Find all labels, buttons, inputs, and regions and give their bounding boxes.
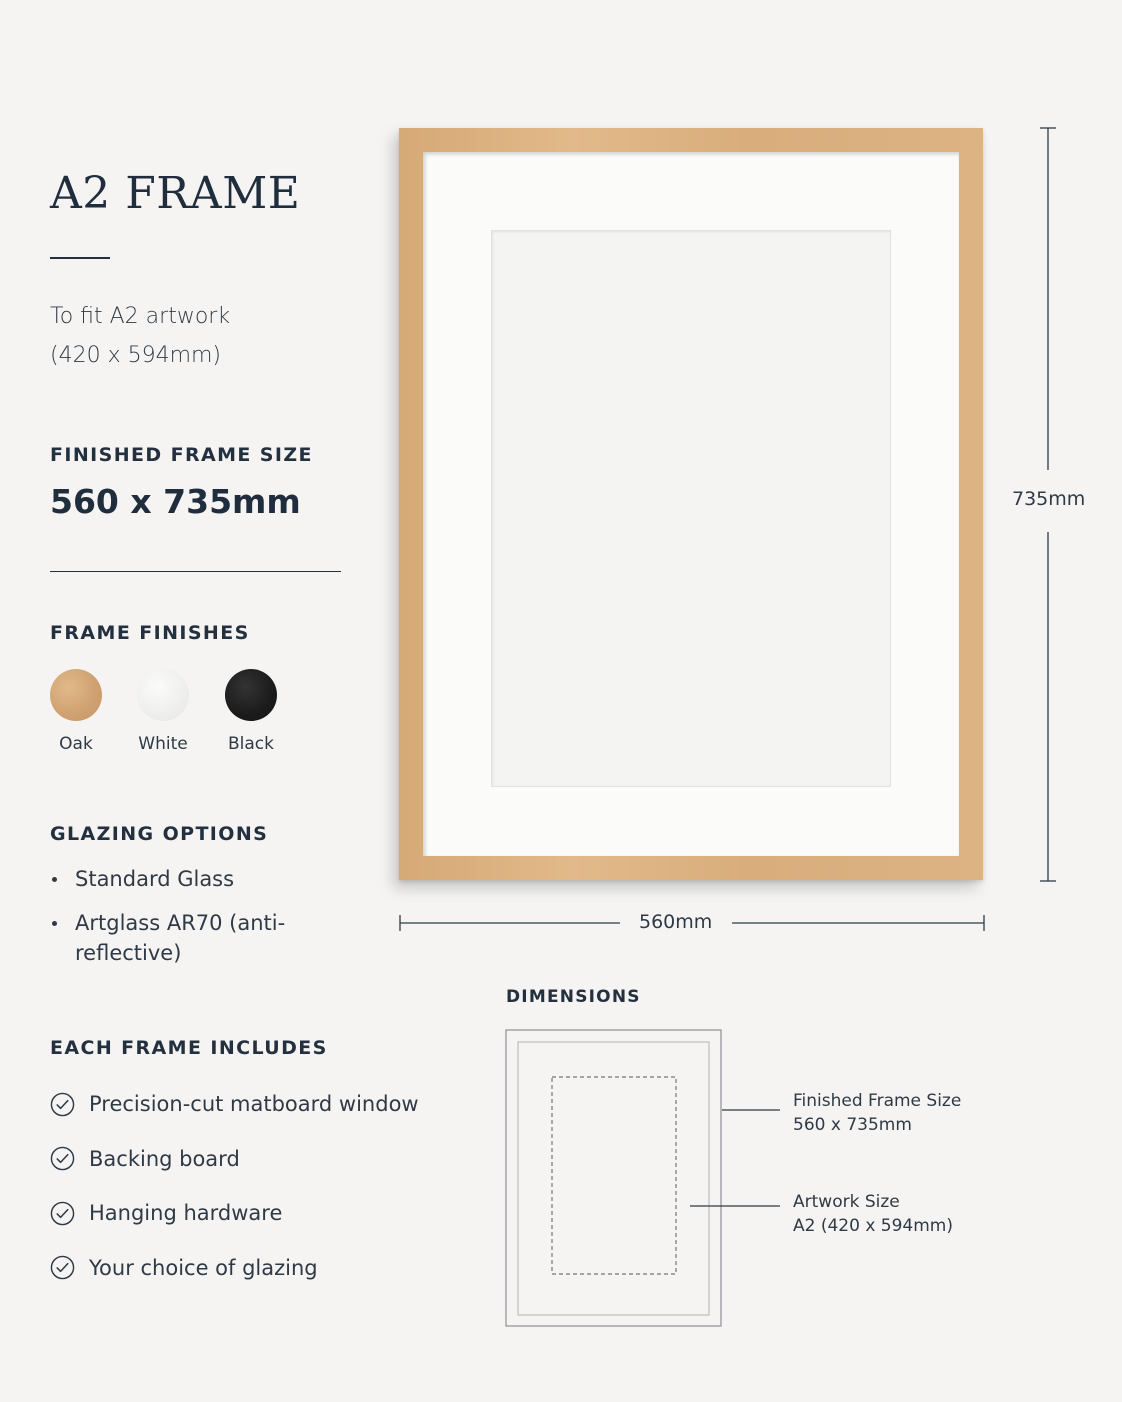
include-item	[50, 1250, 419, 1286]
swatch-white[interactable]	[137, 669, 189, 721]
check-circle-icon	[50, 1092, 75, 1117]
glazing-options-heading: GLAZING OPTIONS	[50, 823, 269, 845]
page-title: A2 FRAME	[50, 168, 301, 219]
bullet-icon	[52, 877, 57, 882]
glazing-item	[50, 864, 335, 894]
include-item	[50, 1195, 419, 1231]
section-divider	[50, 571, 341, 572]
includes-list	[50, 1086, 419, 1304]
frame-size-annotation	[793, 1089, 961, 1137]
includes-heading: EACH FRAME INCLUDES	[50, 1037, 328, 1059]
mat-window	[491, 230, 891, 787]
finished-size-heading: FINISHED FRAME SIZE	[50, 444, 313, 466]
frame-size-value: 560 x 735mm	[793, 1115, 912, 1135]
width-label: 560mm	[639, 911, 713, 933]
check-circle-icon	[50, 1255, 75, 1280]
matboard	[423, 152, 959, 856]
include-item	[50, 1141, 419, 1177]
fit-line-2: (420 x 594mm)	[50, 343, 222, 368]
dimensions-diagram	[500, 1024, 800, 1334]
height-label: 735mm	[1012, 488, 1086, 510]
check-circle-icon	[50, 1146, 75, 1171]
artwork-size-label: Artwork Size	[793, 1192, 900, 1212]
frame-image	[399, 128, 983, 880]
swatch-black[interactable]	[225, 669, 277, 721]
artwork-size-annotation	[793, 1190, 953, 1238]
title-divider	[50, 257, 110, 259]
fit-description	[50, 297, 230, 375]
glazing-item-label: Standard Glass	[75, 867, 235, 891]
dimensions-heading: DIMENSIONS	[506, 987, 641, 1007]
artwork-size-value: A2 (420 x 594mm)	[793, 1216, 953, 1236]
include-text: Hanging hardware	[89, 1201, 283, 1225]
glazing-item	[50, 908, 335, 968]
include-text: Your choice of glazing	[89, 1255, 318, 1280]
frame-size-label: Finished Frame Size	[793, 1091, 962, 1111]
glazing-item-label: Artglass AR70 (anti-reflective)	[75, 911, 286, 965]
bullet-icon	[52, 921, 57, 926]
check-circle-icon	[50, 1201, 75, 1226]
glazing-list	[50, 864, 335, 968]
include-text: Precision-cut matboard window	[89, 1092, 419, 1116]
swatch-label-white: White	[138, 734, 188, 754]
swatch-label-oak: Oak	[59, 734, 93, 754]
finished-size-value: 560 x 735mm	[50, 482, 301, 521]
frame-finishes-heading: FRAME FINISHES	[50, 622, 250, 644]
fit-line-1: To fit A2 artwork	[50, 304, 231, 329]
include-item	[50, 1086, 419, 1122]
swatch-label-black: Black	[228, 734, 274, 754]
swatch-oak[interactable]	[50, 669, 102, 721]
include-text: Backing board	[89, 1146, 240, 1171]
